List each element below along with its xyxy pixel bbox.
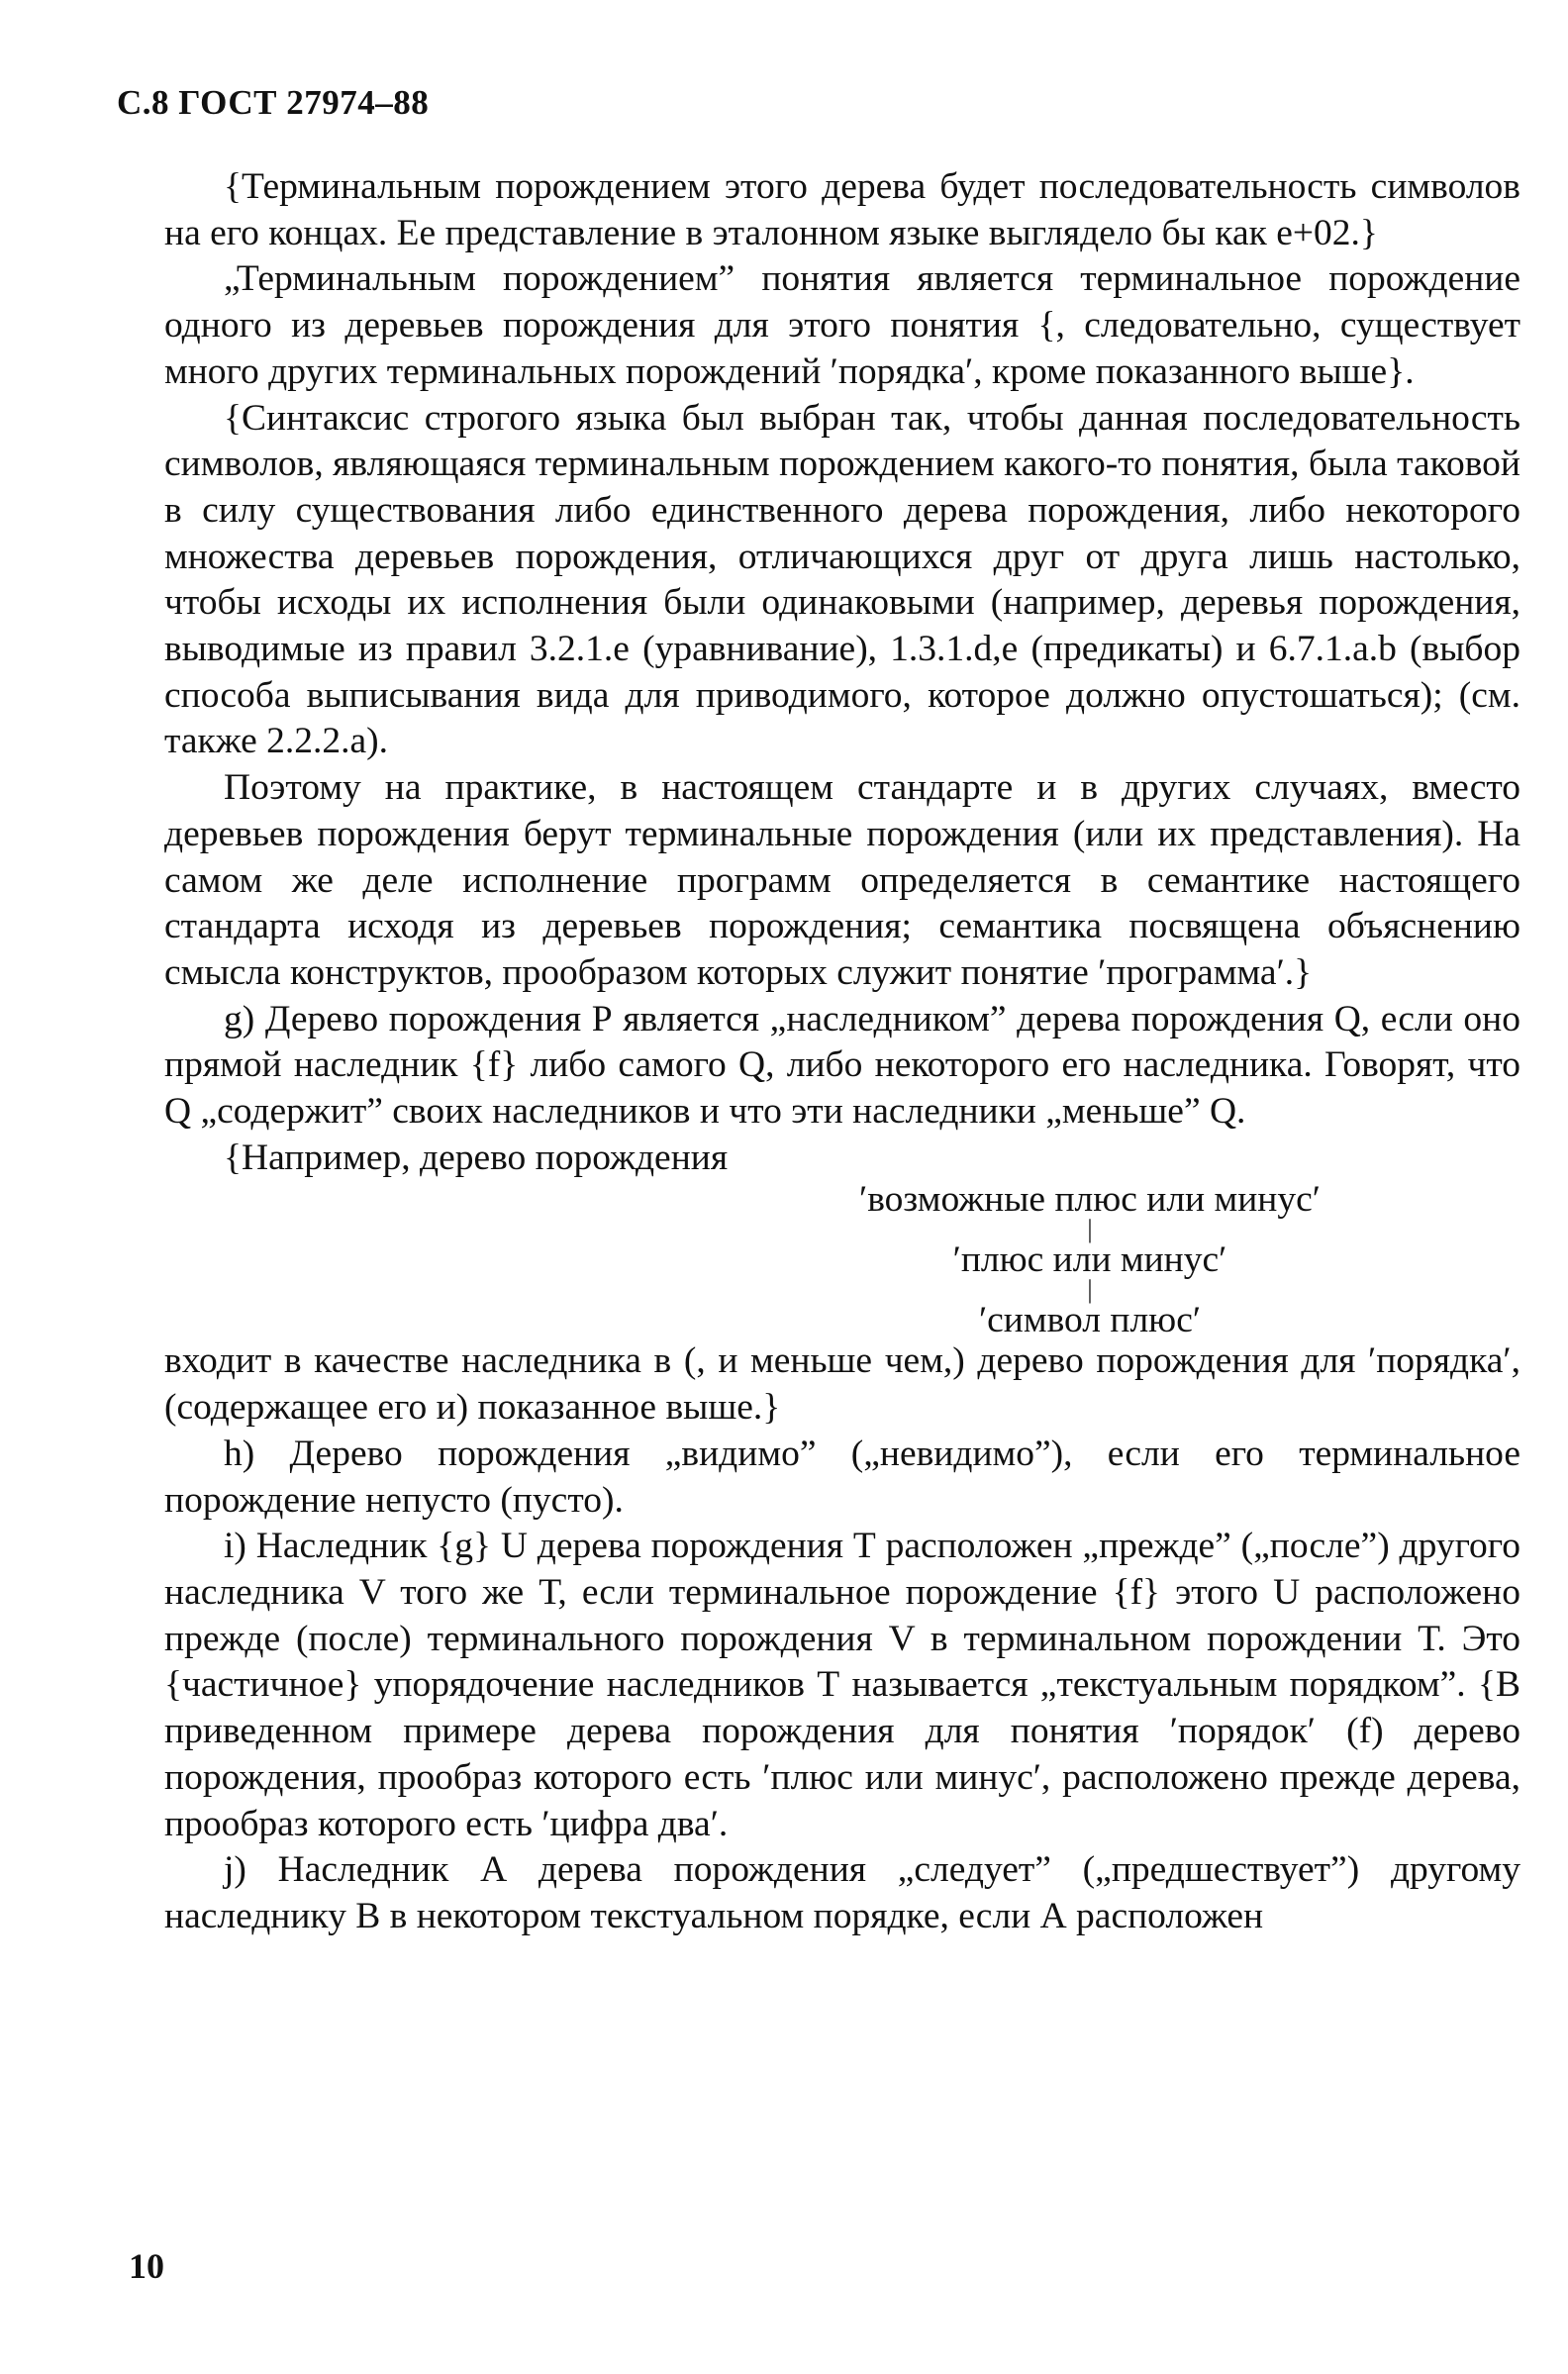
paragraph: {Например, дерево порождения [224,1137,729,1178]
paragraph: Поэтому на практике, в настоящем стандарте и в других случаях, вместо деревьев порождения берут терминальные порождения (или их представления). На самом же деле исполнение программ определяется в семантике настоящего стандарта исходя из деревьев порождения; семантика посвящена объяснению смысла конструктов, прообразом которых служит понятие ′программа′.} [164,767,1520,993]
paragraph: j) Наследник А дерева порождения „следует” („предшествует”) другому наследнику В в некотором текстуальном порядке, если А расположен [164,1849,1520,1936]
tree-connector: | [1087,1215,1093,1244]
page-number: 10 [129,2246,164,2286]
tree-connector: | [1087,1275,1093,1305]
tree-node-middle: ′плюс или минус′ [952,1239,1227,1281]
tree-node-root: ′возможные плюс или минус′ [859,1179,1321,1221]
paragraph: g) Дерево порождения Р является „наследником” дерева порождения Q, если оно прямой наследник {f} либо самого Q, либо некоторого его наследника. Говорят, что Q „содержит” своих наследников и что эти наследники „меньше” Q. [164,998,1520,1133]
tree-node-leaf: ′символ плюс′ [978,1300,1202,1341]
paragraph: „Терминальным порождением” понятия является терминальное порождение одного из деревьев порождения для этого понятия {, следовательно, существует много других терминальных порождений ′порядка′, кроме показанного выше}. [164,258,1520,392]
paragraph: входит в качестве наследника в (, и меньше чем,) дерево порождения для ′порядка′, (содержащее его и) показанное выше.} [164,1340,1520,1429]
paragraph: h) Дерево порождения „видимо” („невидимо”), если его терминальное порождение непусто (пусто). [164,1433,1520,1521]
derivation-tree [164,1179,1520,1341]
body-text [164,164,1520,1940]
paragraph: {Терминальным порождением этого дерева будет последовательность символов на его концах. Ее представление в эталонном языке выглядело бы как е+02.} [164,166,1520,253]
page-header: С.8 ГОСТ 27974–88 [117,83,430,122]
paragraph: i) Наследник {g} U дерева порождения Т расположен „прежде” („после”) другого наследника V того же Т, если терминальное порождение {f} этого U расположено прежде (после) терминального порождения V в терминальном порождении Т. Это {частичное} упорядочение наследников Т называется „текстуальным порядком”. {В приведенном примере дерева порождения для понятия ′порядок′ (f) дерево порождения, прообраз которого есть ′плюс или минус′, расположено прежде дерева, прообраз которого есть ′цифра два′. [164,1526,1520,1844]
paragraph: {Синтаксис строгого языка был выбран так, чтобы данная последовательность символов, являющаяся терминальным порождением какого-то понятия, была таковой в силу существования либо единственного дерева порождения, либо некоторого множества деревьев порождения, отличающихся друг от друга лишь настолько, чтобы исходы их исполнения были одинаковыми (например, деревья порождения, выводимые из правил 3.2.1.е (уравнивание), 1.3.1.d,e (предикаты) и 6.7.1.a.b (выбор способа выписывания вида для приводимого, которое должно опустошаться); (см. также 2.2.2.а). [164,397,1520,762]
